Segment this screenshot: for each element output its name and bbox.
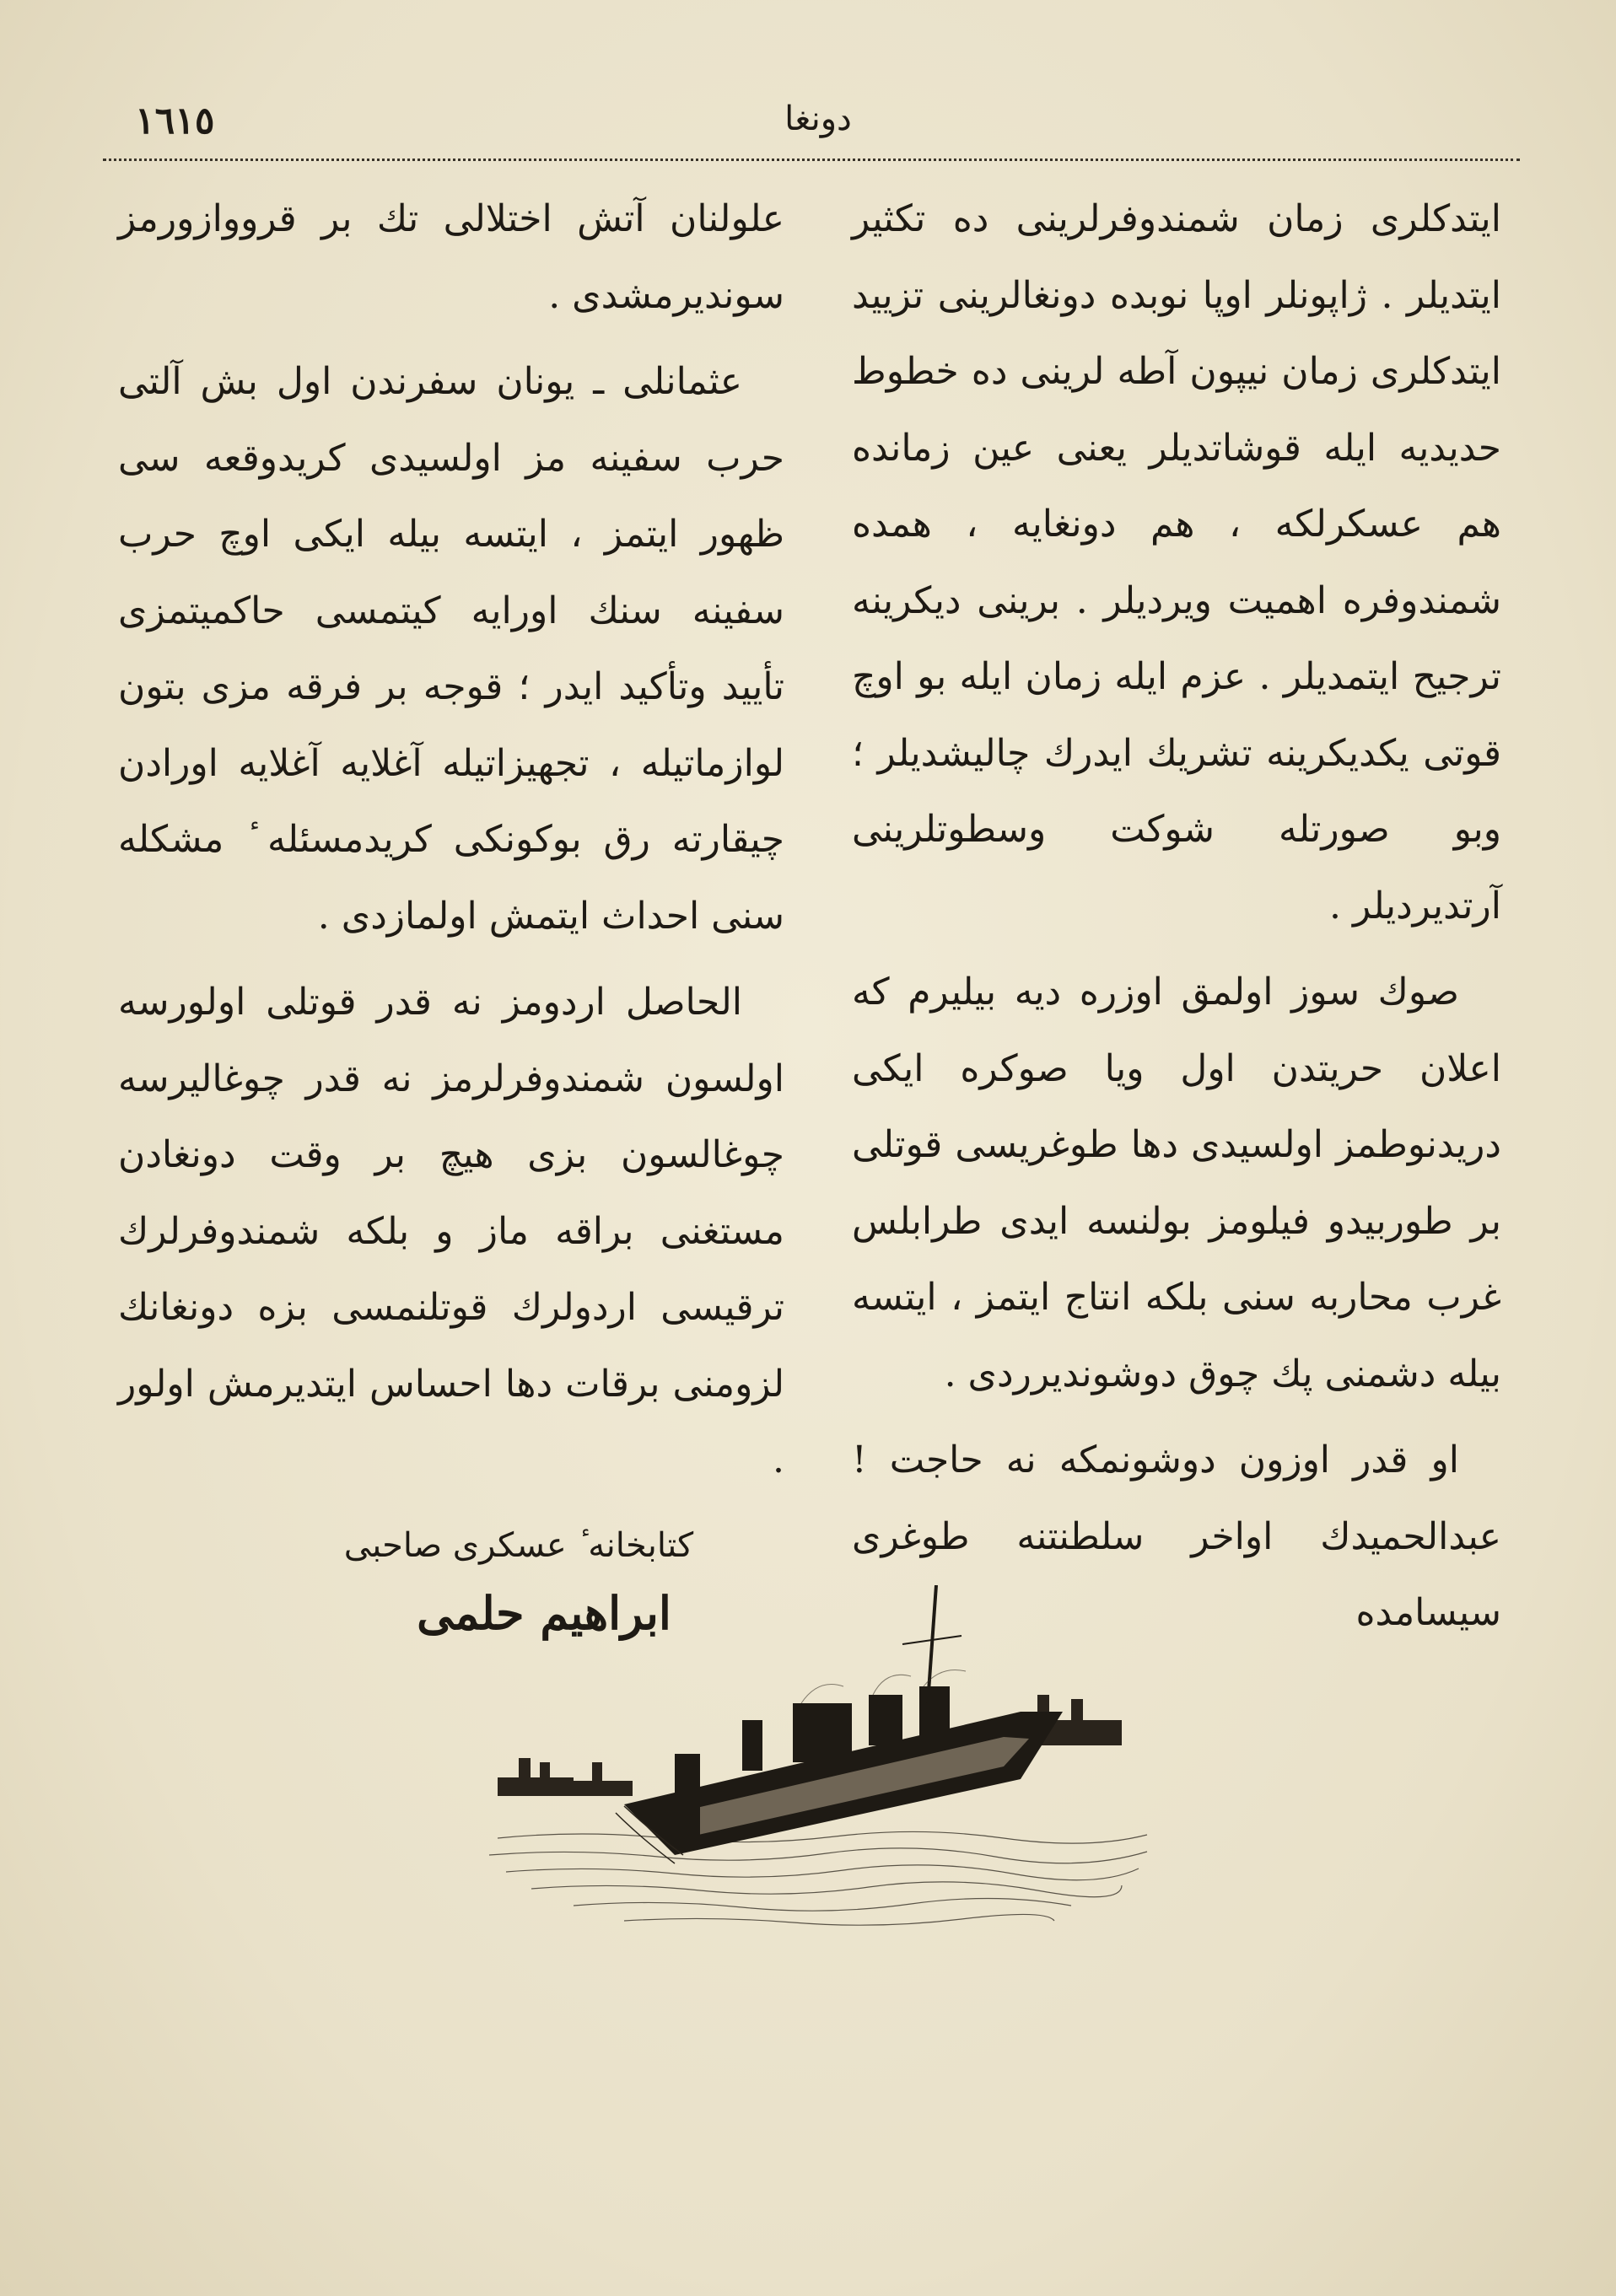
left-text-column [118,181,784,1651]
warship-engraving-image [481,1585,1155,1939]
running-title: دونغا [784,99,852,138]
right-paragraph-1: ایتدكلری زمان شمندوفرلرینی ده تكثیر ایتدیلر . ژاپونلر اوپا نوبده دونغالرینی تزیید ایتدكلری زمان نیپون آطه لرینی ده خطوط حدیدیه ایله قوشاتدیلر یعنی عین زمانده هم عسكرلكه ، هم دونغایه ، همده شمندوفره اهمیت ویردیلر . برینی دیكرینه ترجیح ایتمدیلر . عزم ایله زمان ایله بو اوچ قوتی یكدیكرینه تشریك ایدرك چالیشدیلر ؛ وبو صورتله شوكت وسطوتلرینی آرتدیردیلر . [852,197,1501,928]
signature-name: ابراهیم حلمی [417,1585,671,1640]
page-number: ١٦١٥ [135,99,215,142]
warship-illustration [481,1585,1155,1939]
header-dotted-rule [103,159,1520,161]
signature-title: كتابخانه ٔ عسكری صاحبی [343,1525,694,1565]
right-paragraph-2: صوك سوز اولمق اوزره دیه بیلیرم كه اعلان حریتدن اول ویا صوكره ایكی دریدنوطمز اولسیدی دها طوغریسی قوتلی بر طوربیدو فیلومز بولنسه ایدی طرابلس غرب محاربه سنی بلكه انتاج ایتمز ، ایتسه بیله دشمنی پك چوق دوشوندیرردی . [852,971,1501,1395]
page-header [0,0,1616,169]
left-paragraph-3: الحاصل اردومز نه قدر قوتلی اولورسه اولسون شمندوفرلرمز نه قدر چوغالیرسه چوغالسون بزی هیچ بر وقت دونغادن مستغنی براقه ماز و بلكه شمندوفرلرك ترقیسی اردولرك قوتلنمسی بزه دونغانك لزومنی برقات دها احساس ایتدیرمش اولور . [118,981,784,1481]
left-paragraph-2: عثمانلی ـ یونان سفرندن اول بش آلتی حرب سفینه مز اولسیدی كریدوقعه سی ظهور ایتمز ، ایتسه بیله ایكی اوچ حرب سفینه سنك اورایه كیتمسی حاكمیتمزی تأیید وتأكید ایدر ؛ قوجه بر فرقه مزی بتون لوازماتیله ، تجهیزاتیله آغلایه آغلایه اورادن چیقارته رق بوكونكی كریدمسئله ٔ مشكله سنی احداث ایتمش اولمازدی . [118,360,784,938]
right-paragraph-3: او قدر اوزون دوشونمكه نه حاجت ! عبدالحمیدك اواخر سلطنتنه طوغری سیسامده [852,1438,1501,1634]
left-paragraph-1: علولنان آتش اختلالی تك بر قرووازورمز سوندیرمشدی . [118,197,784,317]
right-text-column [852,181,1501,1652]
